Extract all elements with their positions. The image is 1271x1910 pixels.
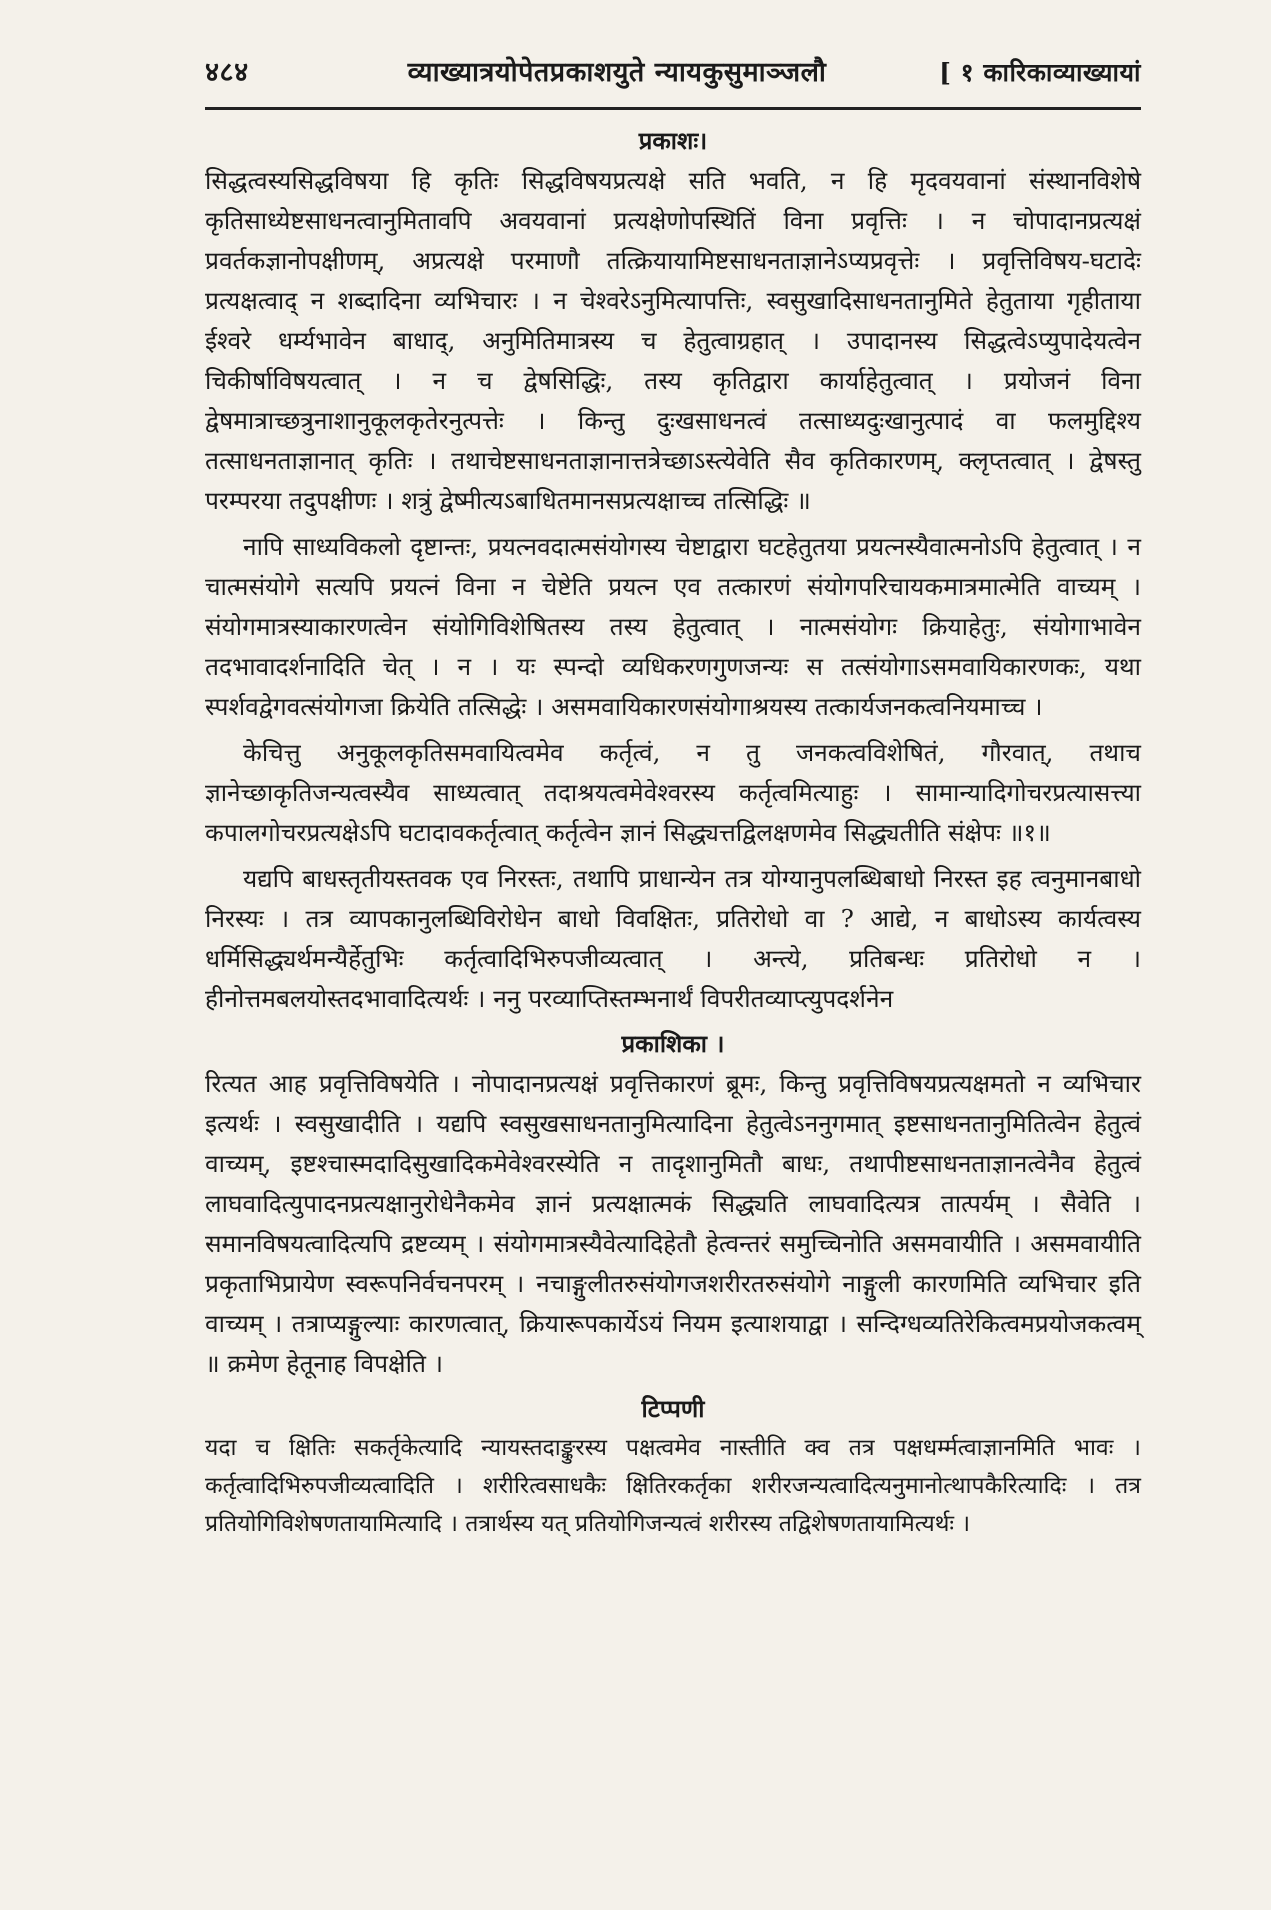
- running-title: व्याख्यात्रयोपेतप्रकाशयुते न्यायकुसुमाञ्जलौ: [407, 57, 827, 88]
- prakasha-paragraph-4: यद्यपि बाधस्तृतीयस्तवक एव निरस्तः, तथापि प्राधान्येन तत्र योग्यानुपलब्धिबाधो निरस्त इह त्वनुमानबाधो निरस्यः । तत्र व्यापकानुलब्धिविरोधेन बाधो विवक्षितः, प्रतिरोधो वा ? आद्ये, न बाधोऽस्य कार्यत्वस्य धर्मिसिद्ध्यर्थमन्यैर्हेतुभिः कर्तृत्वादिभिरुपजीव्यत्वात् । अन्त्ये, प्रतिबन्धः प्रतिरोधो न । हीनोत्तमबलयोस्तदभावादित्यर्थः । ननु परव्याप्तिस्तम्भनार्थं विपरीतव्याप्त्युपदर्शनेन: [205, 864, 1141, 1013]
- running-header: [205, 52, 1141, 99]
- prakasha-paragraph-3: केचित्तु अनुकूलकृतिसमवायित्वमेव कर्तृत्वं, न तु जनकत्वविशेषितं, गौरवात्, तथाच ज्ञानेच्छाकृतिजन्यत्वस्यैव साध्यत्वात् तदाश्रयत्वमेवेश्वरस्य कर्तृत्वमित्याहुः । सामान्यादिगोचरप्रत्यासत्त्या कपालगोचरप्रत्यक्षेऽपि घटादावकर्तृत्वात् कर्तृत्वेन ज्ञानं सिद्ध्यत्तद्विलक्षणमेव सिद्ध्यतीति संक्षेपः ॥१॥: [205, 738, 1141, 847]
- tippani-heading: टिप्पणी: [641, 1394, 705, 1423]
- prakasha-paragraph-1: सिद्धत्वस्यसिद्धविषया हि कृतिः सिद्धविषयप्रत्यक्षे सति भवति, न हि मृदवयवानां संस्थानविशेषे कृतिसाध्येष्टसाधनत्वानुमितावपि अवयवानां प्रत्यक्षेणोपस्थितिं विना प्रवृत्तिः । न चोपादानप्रत्यक्षं प्रवर्तकज्ञानोपक्षीणम्, अप्रत्यक्षे परमाणौ तत्क्रियायामिष्टसाधनताज्ञानेऽप्यप्रवृत्तेः । प्रवृत्तिविषय-घटादेः प्रत्यक्षत्वाद् न शब्दादिना व्यभिचारः । न चेश्वरेऽनुमित्यापत्तिः, स्वसुखादिसाधनतानुमिते हेतुताया गृहीताया ईश्वरे धर्म्यभावेन बाधाद्, अनुमितिमात्रस्य च हेतुत्वाग्रहात् । उपादानस्य सिद्धत्वेऽप्युपादेयत्वेन चिकीर्षाविषयत्वात् । न च द्वेषसिद्धिः, तस्य कृतिद्वारा कार्याहेतुत्वात् । प्रयोजनं विना द्वेषमात्राच्छत्रुनाशानुकूलकृतेरनुत्पत्तेः । किन्तु दुःखसाधनत्वं तत्साध्यदुःखानुत्पादं वा फलमुद्दिश्य तत्साधनताज्ञानात् कृतिः । तथाचेष्टसाधनताज्ञानात्तत्रेच्छाऽस्त्येवेति सैव कृतिकारणम्, क्लृप्तत्वात् । द्वेषस्तु परम्परया तदुपक्षीणः । शत्रुं द्वेष्मीत्यऽबाधितमानसप्रत्यक्षाच्च तत्सिद्धिः ॥: [205, 166, 1141, 515]
- prakashika-paragraph-1: रित्यत आह प्रवृत्तिविषयेति । नोपादानप्रत्यक्षं प्रवृत्तिकारणं ब्रूमः, किन्तु प्रवृत्तिविषयप्रत्यक्षमतो न व्यभिचार इत्यर्थः । स्वसुखादीति । यद्यपि स्वसुखसाधनतानुमित्यादिना हेतुत्वेऽननुगमात् इष्टसाधनतानुमितित्वेन हेतुत्वं वाच्यम्, इष्टश्चास्मदादिसुखादिकमेवेश्वरस्येति न तादृशानुमितौ बाधः, तथापीष्टसाधनताज्ञानत्वेनैव हेतुत्वं लाघवादित्युपादनप्रत्यक्षानुरोधेनैकमेव ज्ञानं प्रत्यक्षात्मकं सिद्ध्यति लाघवादित्यत्र तात्पर्यम् । सैवेति । समानविषयत्वादित्यपि द्रष्टव्यम् । संयोगमात्रस्यैवेत्यादिहेतौ हेत्वन्तरं समुच्चिनोति असमवायीति । असमवायीति प्रकृताभिप्रायेण स्वरूपनिर्वचनपरम् । नचाङ्गुलीतरुसंयोगजशरीरतरुसंयोगे नाङ्गुली कारणमिति व्यभिचार इति वाच्यम् । तत्राप्यङ्गुल्याः कारणत्वात्, क्रियारूपकार्येऽयं नियम इत्याशयाद्वा । सन्दिग्धव्यतिरेकित्वमप्रयोजकत्वम् ॥ क्रमेण हेतूनाह विपक्षेति ।: [205, 1069, 1141, 1378]
- header-rule: [205, 107, 1141, 110]
- prakasha-paragraph-2: नापि साध्यविकलो दृष्टान्तः, प्रयत्नवदात्मसंयोगस्य चेष्टाद्वारा घटहेतुतया प्रयत्नस्यैवात्मनोऽपि हेतुत्वात् । न चात्मसंयोगे सत्यपि प्रयत्नं विना न चेष्टेति प्रयत्न एव तत्कारणं संयोगपरिचायकमात्रमात्मेति वाच्यम् । संयोगमात्रस्याकारणत्वेन संयोगिविशेषितस्य तस्य हेतुत्वात् । नात्मसंयोगः क्रियाहेतुः, संयोगाभावेन तदभावादर्शनादिति चेत् । न । यः स्पन्दो व्यधिकरणगुणजन्यः स तत्संयोगाऽसमवायिकारणकः, यथा स्पर्शवद्वेगवत्संयोगजा क्रियेति तत्सिद्धेः । असमवायिकारणसंयोगाश्रयस्य तत्कार्यजनकत्वनियमाच्च ।: [205, 532, 1141, 721]
- running-section: [ १ कारिकाव्याख्यायां: [939, 58, 1141, 87]
- prakasha-heading: प्रकाशः।: [638, 126, 708, 155]
- tippani-paragraph-1: यदा च क्षितिः सकर्तृकेत्यादि न्यायस्तदाङ्कुरस्य पक्षत्वमेव नास्तीति क्व तत्र पक्षधर्म्मत्वाज्ञानमिति भावः । कर्तृत्वादिभिरुपजीव्यत्वादिति । शरीरित्वसाधकैः क्षितिरकर्तृका शरीरजन्यत्वादित्यनुमानोत्थापकैरित्यादिः । तत्र प्रतियोगिविशेषणतायामित्यादि । तत्रार्थस्य यत् प्रतियोगिजन्यत्वं शरीरस्य तद्विशेषणतायामित्यर्थः ।: [205, 1435, 1141, 1537]
- page-number: ४८४: [205, 57, 249, 88]
- prakashika-heading: प्रकाशिका ।: [621, 1029, 725, 1058]
